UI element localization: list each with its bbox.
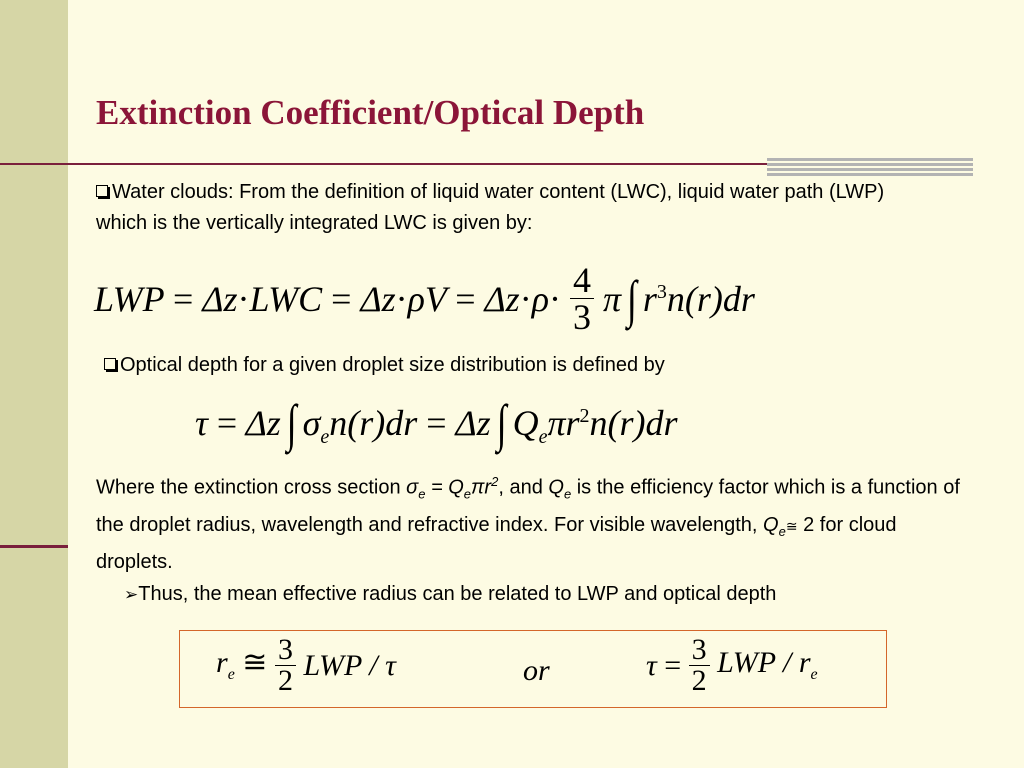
- optical-depth-equation: τ = Δz ∫ $\sigma_en(r)dr = \Delta z$ ∫ $Q_e\pi r^2n(r)dr$: [195, 394, 678, 452]
- bullet-optical-depth-text: Optical depth for a given droplet size distribution is defined by: [120, 354, 665, 376]
- bullet-effective-radius-text: Thus, the mean effective radius can be related to LWP and optical depth: [138, 583, 777, 605]
- explanation-paragraph: Where the extinction cross section $\sigma_e = Q_e\pi r^2$, and $Q_e$ is the efficiency factor which is a function of the droplet radius, wavelength and refractive index. For visible wavelength, $Q_e≅$ 2 for cloud droplets.: [96, 474, 960, 573]
- arrow-bullet-icon: ➢: [124, 585, 139, 604]
- square-bullet-icon: [96, 185, 108, 197]
- optical-depth-relation: τ = $\frac{3}{2}$ LWP / $r_e$: [646, 633, 818, 697]
- sidebar-decoration: [0, 0, 68, 768]
- bullet-lwc-text: Water clouds: From the definition of liquid water content (LWC), liquid water path (LWP) which is the vertically integrated LWC is given by:: [96, 181, 885, 234]
- stripe-decoration: [767, 158, 973, 178]
- lwp-equation: LWP = Δz·LWC = Δz·ρV = Δz·ρ· $\frac{4}{3}$ π ∫ $r^3n(r)dr$: [94, 260, 755, 337]
- bullet-effective-radius: [124, 579, 984, 610]
- sidebar-accent-rule: [0, 545, 68, 548]
- bullet-optical-depth: [104, 350, 904, 381]
- square-bullet-icon: [104, 358, 116, 370]
- effective-radius-equation: $r_e$ ≅ $\frac{3}{2}$ LWP / τ: [216, 633, 396, 697]
- bullet-lwc: [96, 177, 926, 239]
- effective-radius-box: [179, 630, 887, 708]
- slide-title: Extinction Coefficient/Optical Depth: [96, 93, 645, 132]
- fraction-four-thirds: $\frac{4}{3}$: [570, 262, 594, 335]
- or-separator: or: [523, 654, 550, 687]
- title-divider: [0, 163, 780, 165]
